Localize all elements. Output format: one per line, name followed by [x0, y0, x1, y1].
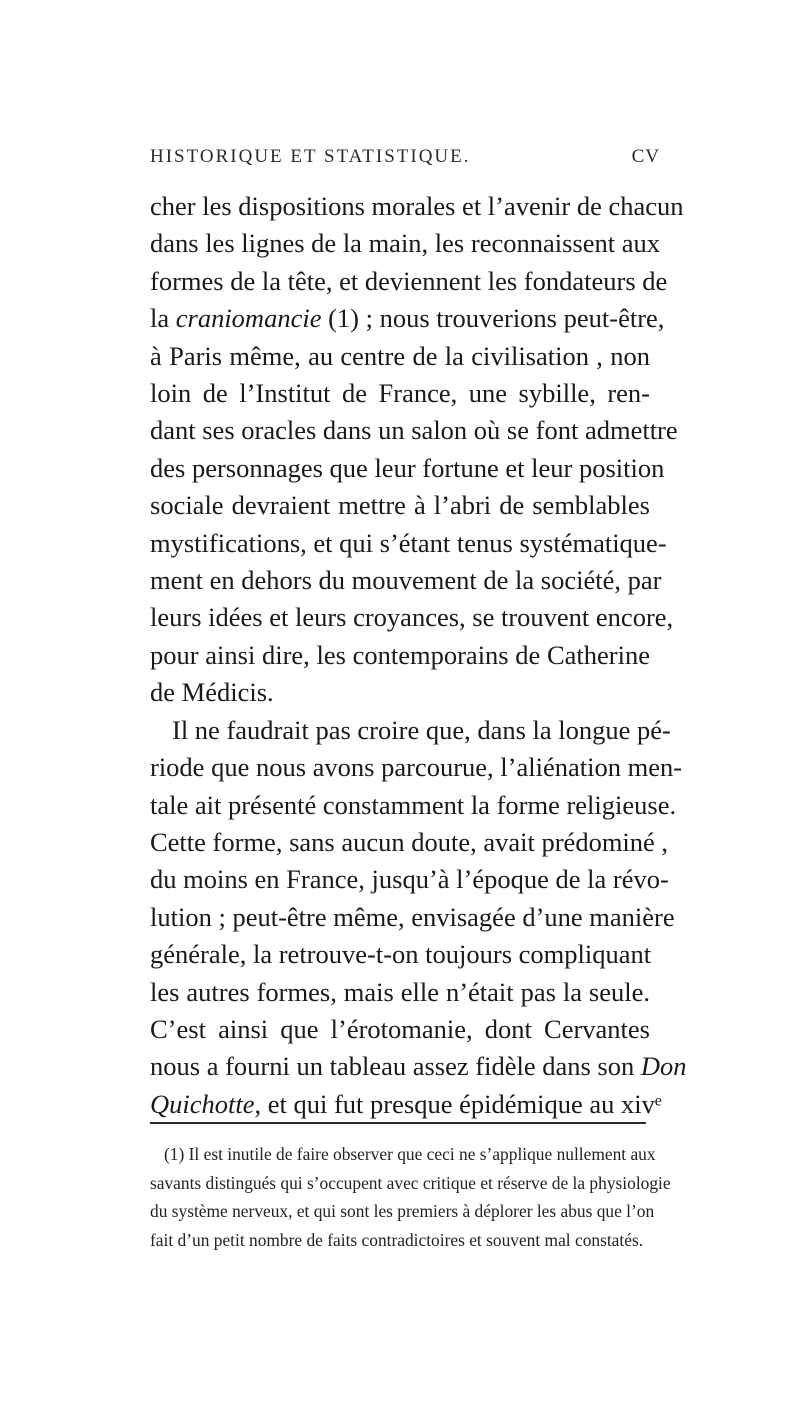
text-line: Cette forme, sans aucun doute, avait prédominé ,	[150, 826, 669, 857]
text-line: à Paris même, au centre de la civilisation , non	[150, 340, 650, 371]
text-line: des personnages que leur fortune et leur position	[150, 452, 665, 483]
text-line: C’est ainsi que l’érotomanie, dont Cervantes	[150, 1013, 650, 1044]
running-title: HISTORIQUE ET STATISTIQUE.	[150, 146, 471, 167]
footnote-divider	[150, 1122, 646, 1124]
footnote-line: du système nerveux, et qui sont les premiers à déplorer les abus que l’on	[150, 1201, 655, 1222]
footnote-line: fait d’un petit nombre de faits contradictoires et souvent mal constatés.	[150, 1229, 644, 1250]
text-line: mystifications, et qui s’étant tenus systématique-	[150, 527, 667, 558]
page-number: CV	[631, 146, 660, 167]
text-line: ment en dehors du mouvement de la société, par	[150, 565, 662, 596]
text-line: de Médicis.	[150, 677, 274, 708]
footnote-line: savants distingués qui s’occupent avec critique et réserve de la physiologie	[150, 1172, 671, 1193]
text-line: tale ait présenté constamment la forme religieuse.	[150, 789, 677, 820]
text-line: cher les dispositions morales et l’avenir de chacun	[150, 191, 684, 221]
text-line: la craniomancie (1) ; nous trouverions peut-être,	[150, 303, 665, 334]
text-line: leurs idées et leurs croyances, se trouvent encore,	[150, 602, 674, 633]
text-line: pour ainsi dire, les contemporains de Catherine	[150, 639, 650, 670]
text-line: dant ses oracles dans un salon où se font admettre	[150, 415, 678, 446]
text-line: dans les lignes de la main, les reconnaissent aux	[150, 228, 660, 259]
text-line: Il ne faudrait pas croire que, dans la longue pé-	[172, 714, 671, 745]
text-line: les autres formes, mais elle n’était pas la seule.	[150, 976, 650, 1007]
text-line: générale, la retrouve-t-on toujours compliquant	[150, 939, 652, 970]
text-line: riode que nous avons parcourue, l’aliénation men-	[150, 752, 683, 783]
text-line: formes de la tête, et deviennent les fondateurs de	[150, 265, 668, 296]
text-line: Quichotte, et qui fut presque épidémique au xivᵉ	[150, 1088, 662, 1119]
text-line: lution ; peut-être même, envisagée d’une manière	[150, 901, 675, 932]
footnote	[150, 1140, 671, 1254]
text-line: nous a fourni un tableau assez fidèle dans son Don	[150, 1051, 687, 1082]
text-line: du moins en France, jusqu’à l’époque de la révo-	[150, 864, 669, 895]
body-text	[150, 188, 687, 1123]
footnote-line: (1) Il est inutile de faire observer que ceci ne s’applique nullement aux	[164, 1144, 656, 1164]
text-line: loin de l’Institut de France, une sybille, ren-	[150, 378, 650, 409]
running-head	[150, 146, 660, 172]
text-line: sociale devraient mettre à l’abri de semblables	[150, 490, 650, 521]
